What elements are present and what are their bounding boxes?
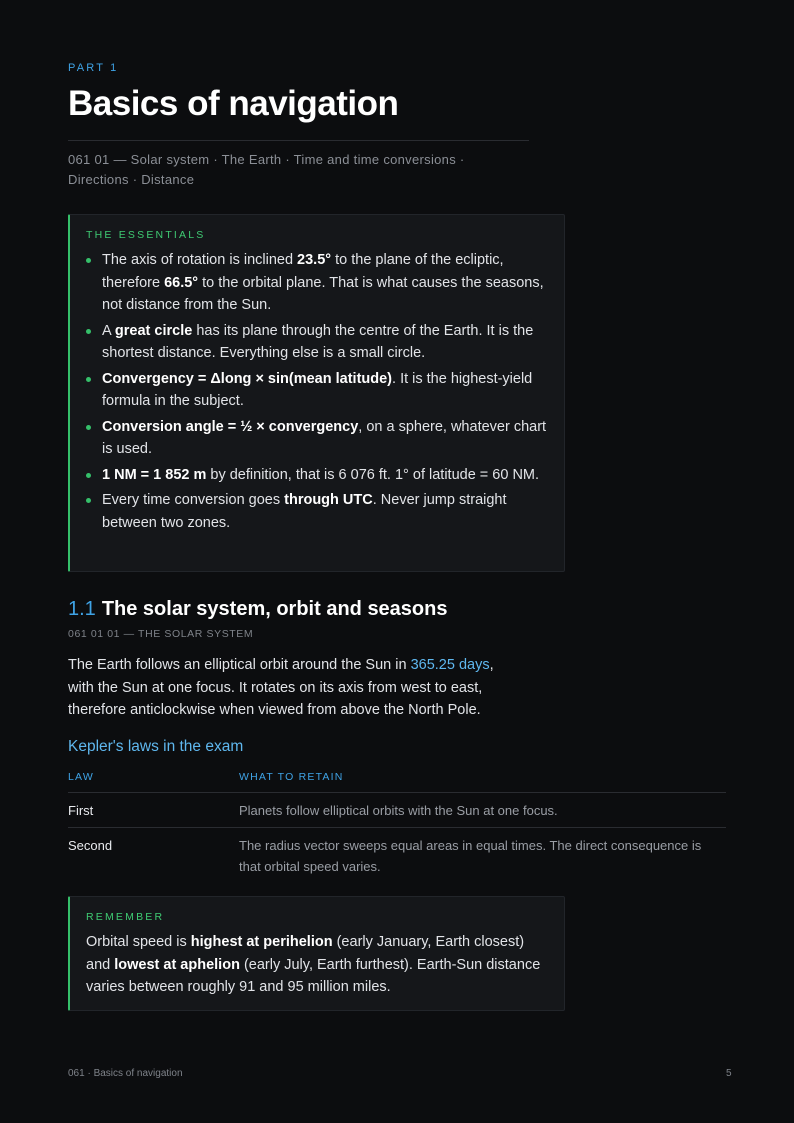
page-title: Basics of navigation [68,84,399,123]
text-run: to the plane of the ecliptic, therefore [102,252,504,291]
remember-text [86,931,548,999]
paragraph-text-start: The Earth follows an elliptical orbit around the Sun in [68,657,411,673]
emphasis-text: through UTC [284,492,373,508]
part-label: PART 1 [68,62,119,74]
section-paragraph [68,654,518,722]
law-cell: First [68,793,239,828]
list-item [86,489,548,534]
section-number: 1.1 [68,598,96,620]
table-header-row [68,768,726,793]
emphasis-text: 66.5° [164,274,199,291]
emphasis-text: Convergency = Δlong × sin(mean latitude) [102,370,393,387]
emphasis-text: Conversion angle = ½ × convergency [102,418,359,435]
law-cell: Second [68,838,113,853]
list-item [86,368,548,413]
paragraph-text-end: , with the Sun at one focus. It rotates on its axis from west to east, therefore anticlockwise when viewed from above the North Pole. [68,657,494,718]
text-run: . Never jump straight between two zones. [102,492,507,531]
table-row [68,828,726,884]
text-run: Orbital speed is [86,934,191,950]
table-row [68,793,726,828]
text-run: The axis of rotation is inclined [102,252,298,268]
section-heading [68,598,448,621]
essentials-callout [68,214,565,572]
text-run: A [102,322,115,339]
footer-running-title: 061 · Basics of navigation [68,1068,183,1079]
list-item [86,320,548,365]
essentials-list [86,249,548,534]
text-run: has its plane through the centre of the Earth. It is the shortest distance. Everything else is a small circle. [102,322,534,361]
page-number: 5 [726,1068,732,1079]
remember-label: REMEMBER [86,911,165,923]
kepler-table [68,768,726,883]
remember-callout [68,896,565,1011]
list-item [86,464,548,487]
emphasis-text: highest at perihelion [190,934,333,950]
text-run: . It is the highest-yield formula in the subject. [102,370,533,409]
chapter-subtitle: 061 01 — Solar system · The Earth · Time and time conversions · Directions · Distance [68,152,465,187]
text-run: to the orbital plane. That is what causes the seasons, not distance from the Sun. [102,274,544,313]
emphasis-text: lowest at aphelion [114,956,240,973]
section-title: The solar system, orbit and seasons [101,598,448,620]
essentials-label: THE ESSENTIALS [86,229,206,241]
column-header-retain: WHAT TO RETAIN [239,768,726,793]
highlight-value: 365.25 days [410,657,490,673]
text-run: (early January, Earth closest) and [86,934,525,973]
retain-cell: Planets follow elliptical orbits with the Sun at one focus. [239,793,726,828]
kepler-heading: Kepler's laws in the exam [68,738,244,755]
retain-cell: The radius vector sweeps equal areas in equal times. The direct consequence is that orbital speed varies. [239,838,702,874]
emphasis-text: 23.5° [297,252,332,268]
emphasis-text: 1 NM = 1 852 m [102,466,207,483]
column-header-law: LAW [68,768,239,793]
list-item [86,249,548,317]
text-run: (early July, Earth furthest). Earth-Sun distance varies between roughly 91 and 95 million miles. [86,956,541,995]
text-run: by definition, that is 6 076 ft. 1° of latitude = 60 NM. [206,466,540,483]
list-item [86,416,548,461]
title-divider [68,140,529,141]
emphasis-text: great circle [114,322,193,339]
text-run: Every time conversion goes [102,492,285,508]
section-code: 061 01 01 — THE SOLAR SYSTEM [68,628,254,640]
text-run: , on a sphere, whatever chart is used. [102,418,547,457]
